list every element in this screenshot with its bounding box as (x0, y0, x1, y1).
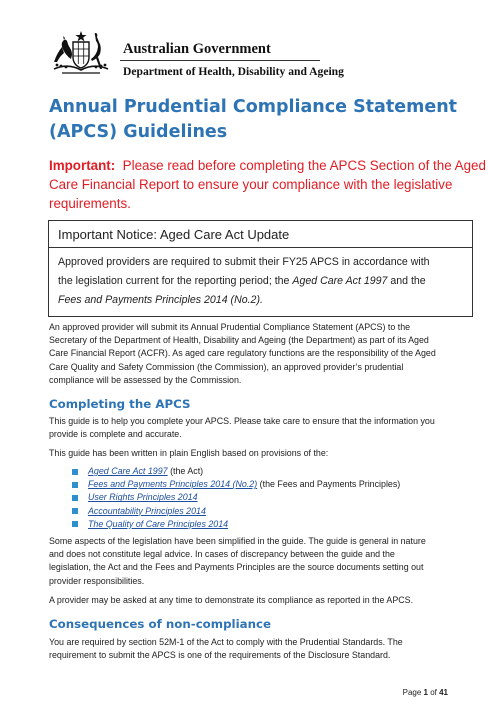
notice-line-3: Fees and Payments Principles 2014 (No.2). (58, 294, 263, 306)
section1-line: A provider may be asked at any time to demonstrate its compliance as reported in the APCS. (49, 595, 414, 605)
bullet-square-icon (72, 469, 78, 475)
section1-line: This guide is to help you complete your APCS. Please take care to ensure that the information you (49, 416, 435, 426)
section1-paragraph-2 (49, 447, 474, 460)
intro-line: Secretary of the Department of Health, Disability and Ageing (the Department) as part of its Aged (49, 335, 429, 346)
notice-line-2c: and the (387, 275, 426, 287)
bullet-square-icon (72, 508, 78, 514)
page-current: 1 (423, 688, 428, 697)
section1-line: Some aspects of the legislation have been simplified in the guide. The guide is general in nature (49, 536, 426, 546)
title-line-1: Annual Prudential Compliance Statement (49, 97, 458, 117)
intro-line: An approved provider will submit its Annual Prudential Compliance Statement (APCS) to the (49, 322, 411, 332)
important-message (49, 156, 486, 213)
intro-line: Care Financial Report (ACFR). As aged care regulatory functions are the responsibility of the Aged (49, 348, 436, 359)
section1-line: and does not constitute legal advice. In cases of discrepancy between the guide and the (49, 549, 395, 560)
link-aged-care-act[interactable]: Aged Care Act 1997 (88, 466, 168, 476)
notice-line-1: Approved providers are required to submit their FY25 APCS in accordance with (58, 256, 430, 268)
intro-line: Care Quality and Safety Commission (the Commission), an approved provider’s prudential (49, 361, 404, 372)
page-word: Page (402, 688, 424, 697)
intro-paragraph (49, 321, 474, 387)
page-total: 41 (439, 688, 448, 697)
list-item (72, 465, 472, 478)
section2-paragraph-1 (49, 636, 474, 662)
notice-box (48, 220, 473, 317)
section2-line: You are required by section 52M-1 of the Act to comply with the Prudential Standards. The (49, 637, 403, 647)
bullet-square-icon (72, 495, 78, 501)
section1-line: provide is complete and accurate. (49, 429, 182, 440)
section-heading-non-compliance: Consequences of non-compliance (49, 617, 271, 631)
page-number (403, 688, 448, 697)
section1-paragraph-3 (49, 535, 474, 588)
bullet-square-icon (72, 521, 78, 527)
bullet-square-icon (72, 482, 78, 488)
list-item (72, 491, 472, 504)
section1-paragraph-1 (49, 415, 474, 441)
department-title: Department of Health, Disability and Ageing (123, 65, 344, 78)
document-title (49, 95, 458, 145)
section1-line: legislation, the Act and the Fees and Payments Principles are the source documents setting out (49, 562, 424, 573)
notice-line-2a: the legislation current for the reporting period; the (58, 275, 293, 287)
link-quality-of-care-principles[interactable]: The Quality of Care Principles 2014 (88, 518, 229, 529)
important-line-1: Please read before completing the APCS Section of the Aged (122, 158, 486, 173)
of-word: of (427, 688, 440, 697)
list-suffix: (the Fees and Payments Principles) (257, 479, 401, 490)
important-line-2: Care Financial Report to ensure your compliance with the legislative (49, 177, 453, 192)
important-line-3: requirements. (49, 196, 131, 211)
notice-title: Important Notice: Aged Care Act Update (58, 227, 290, 242)
link-accountability-principles[interactable]: Accountability Principles 2014 (88, 505, 206, 516)
section1-line: This guide has been written in plain English based on provisions of the: (49, 448, 329, 458)
legislation-list (72, 465, 472, 531)
section2-line: requirement to submit the APCS is one of the requirements of the Disclosure Standard. (49, 650, 391, 661)
link-user-rights-principles[interactable]: User Rights Principles 2014 (88, 492, 198, 503)
list-item (72, 505, 472, 518)
notice-act-name: Aged Care Act 1997 (292, 275, 388, 287)
coat-of-arms-icon (48, 29, 114, 77)
government-title: Australian Government (123, 41, 271, 57)
list-item (72, 518, 472, 531)
list-suffix: (the Act) (167, 466, 204, 476)
notice-body (58, 253, 468, 310)
important-label: Important: (49, 158, 116, 173)
title-line-2: (APCS) Guidelines (49, 122, 228, 142)
section1-line: provider responsibilities. (49, 575, 145, 586)
header-divider (120, 60, 320, 61)
notice-divider (49, 247, 472, 248)
list-item (72, 478, 472, 491)
intro-line: compliance will be assessed by the Commission. (49, 374, 242, 385)
section-heading-completing: Completing the APCS (49, 397, 191, 411)
section1-paragraph-4 (49, 594, 474, 607)
link-fees-payments-principles[interactable]: Fees and Payments Principles 2014 (No.2) (88, 479, 258, 490)
